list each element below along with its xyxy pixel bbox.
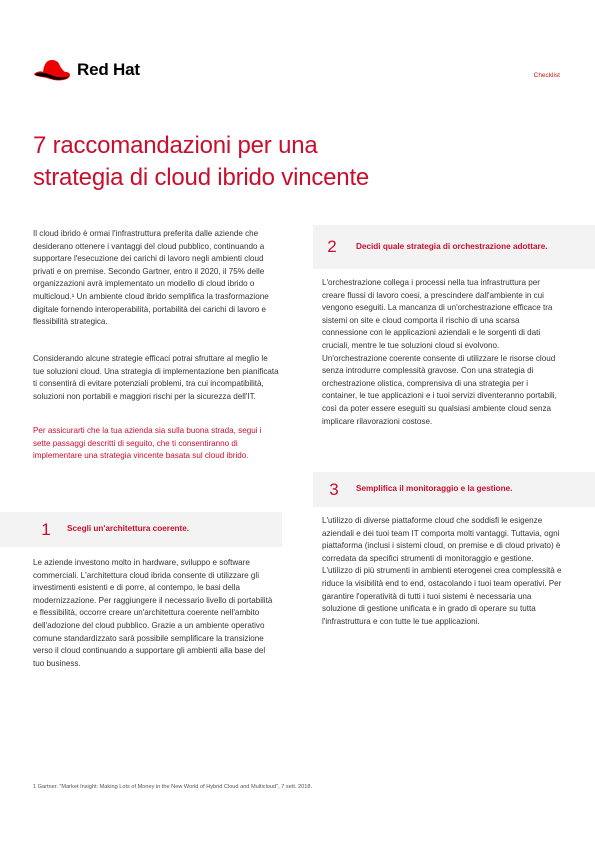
step-2-title: Decidi quale strategia di orchestrazione adottare. — [356, 241, 548, 251]
red-hat-fedora-icon — [33, 57, 71, 83]
page-title-line-1: 7 raccomandazioni per una — [33, 132, 318, 159]
step-1-body: Le aziende investono molto in hardware, sviluppo e software commerciali. L'architettura cloud ibrida consente di utilizzare gli investimenti esistenti e di porre, al contempo, le basi della modernizzazione. Per raggiungere il necessario livello di portabilità e flessibilità, occorre creare un'architettura coerente nell'ambito dell'adozione del cloud pubblico. Grazie a un ambiente operativo comune standardizzato sarà possibile semplificare la transizione verso il cloud continuando a supportare gli ambienti alla base del tuo business. — [33, 558, 273, 668]
step-2-number: 2 — [327, 237, 337, 256]
step-2-body: L'orchestrazione collega i processi nella tua infrastruttura per creare flussi di lavoro coesi, a prescindere dall'ambiente in cui vengono eseguiti. La mancanza di un'orchestrazione efficace tra sistemi on site e cloud comporta il rischio di una scarsa connessione con le applicazioni aziendali e le sorgenti di dati cruciali, mentre le tue soluzioni cloud si evolvono. Un'orchestrazione coerente consente di utilizzare le risorse cloud senza introdurre complessità gravose. Con una strategia di orchestrazione olistica, comprensiva di una strategia per i container, le tue applicazioni e i tuoi servizi diventeranno portabili, così da poter essere eseguiti su qualsiasi ambiente cloud senza implicare rilavorazioni costose. — [322, 278, 557, 426]
page-title-line-2: strategia di cloud ibrido vincente — [33, 164, 370, 191]
intro-paragraph-2: Considerando alcune strategie efficaci potrai sfruttare al meglio le tue soluzioni cloud. Una strategia di implementazione ben pianificata ti consentirà di evitare potenziali problemi, tra cui incompatibilità, soluzioni non portabili e maggiori rischi per la sicurezza dell'IT. — [33, 354, 279, 401]
step-3-number: 3 — [329, 479, 339, 499]
intro-paragraph-1: Il cloud ibrido è ormai l'infrastruttura preferita dalle aziende che desiderano ottenere i vantaggi del cloud pubblico, continuando a supportare l'esecuzione dei carichi di lavoro negli ambienti cloud privati e on premise. Secondo Gartner, entro il 2020, il 75% delle organizzazioni avrà implementato un modello di cloud ibrido o multicloud.¹ Un ambiente cloud ibrido semplifica la trasformazione digitale fornendo interoperabilità, portabilità dei carichi di lavoro e flessibilità strategica. — [33, 229, 269, 327]
step-2-header — [313, 225, 595, 269]
intro-paragraph-3: Per assicurarti che la tua azienda sia sulla buona strada, segui i sette passaggi descritti di seguito, che ti consentiranno di implementare una strategia vincente basata sul cloud ibrido. — [33, 426, 262, 461]
step-3-title: Semplifica il monitoraggio e la gestione. — [356, 484, 513, 494]
step-1-title: Scegli un'architettura coerente. — [67, 524, 190, 534]
step-3-body: L'utilizzo di diverse piattaforme cloud che soddisfi le esigenze aziendali e dei tuoi team IT comporta molti vantaggi. Tuttavia, ogni piattaforma (inclusi i sistemi cloud, on premise e di cloud privato) è corredata da specifici strumenti di monitoraggio e gestione. L'utilizzo di più strumenti in ambienti eterogenei crea complessità e riduce la visibilità end to end, ostacolando i tuoi team operativi. Per garantire l'operatività di tutti i tuoi sistemi è necessaria una soluzione di gestione unificata e in grado di operare su tutta l'infrastruttura e con tutte le tue applicazioni. — [322, 516, 562, 626]
brand-name: Red Hat — [77, 60, 140, 79]
page-title — [33, 130, 453, 194]
document-type-label: Checklist — [533, 72, 560, 79]
red-hat-logo — [33, 57, 140, 83]
step-1-header — [0, 512, 282, 547]
step-1-number: 1 — [41, 519, 51, 539]
step-3-header — [313, 472, 595, 507]
footnote: 1 Gartner. "Market Insight: Making Lots of Money in the New World of Hybrid Cloud and Multicloud", 7 sett. 2018. — [33, 784, 313, 790]
